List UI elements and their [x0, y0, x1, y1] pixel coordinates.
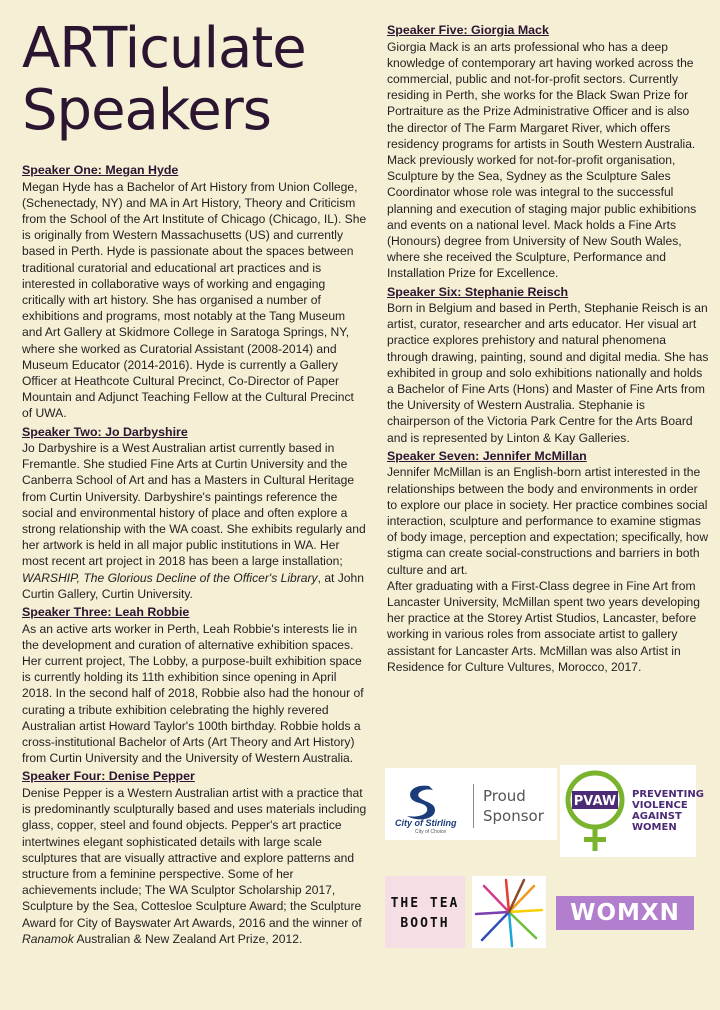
speaker-bio: Born in Belgium and based in Perth, Stephanie Reisch is an artist, curator, researcher and arts educator. Her visual art practice explores prehistory and natural phenomena through drawing, painting, sound and digital media. She has exhibited in group and solo exhibitions nationally and holds a Bachelor of Fine Arts (Hons) and Master of Fine Arts from the University of Western Australia. Stephanie is chairperson of the Victoria Park Centre for the Arts Board and is represented by Linton & Kay Galleries.	[387, 301, 709, 445]
speaker-title: Speaker Three: Leah Robbie	[22, 605, 190, 620]
pvaw-line: PREVENTING	[632, 789, 704, 800]
proud-sponsor-text	[483, 786, 544, 826]
speaker-title: Speaker One: Megan Hyde	[22, 163, 179, 177]
speaker-title: Speaker Six: Stephanie Reisch	[387, 284, 569, 299]
page-title	[22, 18, 306, 142]
right-column	[387, 22, 709, 677]
speaker-bio: Jennifer McMillan is an English-born artist interested in the relationships between the body and environments in order to explore our place in society. Her practice combines social interaction, sculpture and performance to examine stigmas of body image, perception and expectation; specifically, how stigma can create social-constructions and barriers in both culture and art.	[387, 465, 709, 577]
speaker-four	[22, 768, 367, 947]
womxn-logo	[556, 896, 694, 930]
stirling-tagline: City of Choice	[415, 829, 447, 835]
title-line-1: ARTiculate	[22, 16, 306, 81]
the-tea-booth-logo	[385, 876, 465, 948]
pvaw-line: VIOLENCE	[632, 800, 688, 811]
bio-text: Australian & New Zealand Art Prize, 2012.	[73, 931, 303, 946]
speaker-three	[22, 604, 367, 766]
speaker-seven	[387, 448, 709, 675]
speaker-bio	[22, 440, 367, 602]
speaker-title: Speaker Two: Jo Darbyshire	[22, 424, 188, 439]
speaker-five	[387, 22, 709, 282]
speaker-bio: Giorgia Mack is an arts professional who has a deep knowledge of contemporary art having worked across the commercial, public and not-for-profit sectors. Currently residing in Perth, she works for the Black Swan Prize for Portraiture as the Prize Administrative Officer and is also the director of The Farm Margaret River, which offers residency programs for artists in South Western Australia. Mack previously worked for not-for-profit organisation, Sculpture by the Sea, Sydney as the Sculpture Sales Coordinator whose role was integral to the successful planning and execution of staging major public exhibitions and events on a national level. Mack holds a Fine Arts (Honours) degree from University of New South Wales, where she received the Sculpture, Performance and Installation Prize for Excellence.	[387, 39, 697, 281]
title-line-2: Speakers	[22, 78, 271, 143]
pvaw-badge-text: PVAW	[573, 794, 617, 809]
speaker-six	[387, 284, 709, 446]
bio-text: , at John Curtin Gallery, Curtin University.	[22, 570, 364, 601]
bio-italic: Ranamok	[22, 931, 74, 946]
left-column	[22, 162, 367, 949]
speaker-bio-continued: After graduating with a First-Class degree in Fine Art from Lancaster University, McMillan spent two years developing her practice at the Storey Artist Studios, Lancaster, before working in various roles from associate artist to gallery assistant for Lancaster Arts. McMillan was also Artist in Residence for Culture Vultures, Morocco, 2017.	[387, 578, 701, 674]
venus-symbol-icon	[564, 769, 626, 853]
sponsor-label: Sponsor	[483, 807, 544, 825]
womxn-text: WOMXN	[570, 900, 680, 926]
speaker-two	[22, 424, 367, 603]
divider	[473, 784, 474, 828]
proud-label: Proud	[483, 787, 526, 805]
tea-booth-text	[385, 894, 465, 934]
starburst-icon	[472, 876, 546, 948]
pvaw-line: AGAINST	[632, 811, 682, 822]
tea-line: BOOTH	[400, 916, 450, 931]
bio-text: Jo Darbyshire is a West Australian artist currently based in Fremantle. She studied Fine Arts at Curtin University and the Canberra School of Art and has a Masters in Cultural Heritage from Curtin University. Darbyshire's paintings reference the social and environmental history of place and often explore a strong relationship with the WA coast. She exhibits regularly and her artwork is held in all major public institutions in WA. Her most recent art project in 2018 has been a large installation;	[22, 441, 366, 569]
stirling-name: City of Stirling	[395, 818, 457, 828]
speaker-bio: Megan Hyde has a Bachelor of Art History from Union College, (Schenectady, NY) and MA in Art History, Theory and Criticism from the School of the Art Institute of Chicago (Chicago, IL). She is originally from Western Massachusetts (US) and currently based in Perth. Hyde is passionate about the spaces between traditional curatorial and educational art practices and is interested in collaborative ways of working and engaging critically with art history. She has organised a number of exhibitions and programs, most notably at the Tang Museum and Art Gallery at Skidmore College in Saratoga Springs, NY, where she worked as Curatorial Assistant (2008-2014) and Museum Educator (2014-2016). Hyde is currently a Gallery Officer at Heathcote Cultural Precinct, Co-Director of Paper Mountain and Adjunct Teaching Fellow at the Cultural Precinct of UWA.	[22, 179, 367, 421]
bio-text: Denise Pepper is a Western Australian artist with a practice that is predominantly sculpturally based and uses materials including glass, copper, steel and found objects. Pepper's art practice intertwines elegant sophisticated details with large scale sculptures that are visually attractive and explore patterns and structure from a feminine perspective. Some of her achievements include; The WA Sculptor Scholarship 2017, Sculpture by the Sea, Cottesloe Sculpture Award; the Sculpture Award for City of Bayswater Art Awards, 2016 and the winner of	[22, 785, 367, 930]
speaker-bio: As an active arts worker in Perth, Leah Robbie's interests lie in the development and curation of alternative exhibition spaces. Her current project, The Lobby, a purpose-built exhibition space is currently holding its 11th exhibition since opening in April 2018. In the second half of 2018, Robbie also had the honour of curating a tribute exhibition celebrating the highly revered Australian artist Howard Taylor's 100th birthday. Robbie holds a cross-institutional Bachelor of Arts (Art Theory and Art History) from Curtin University and the University of Western Australia.	[22, 621, 364, 766]
pvaw-logo	[560, 765, 704, 857]
stirling-swan-icon	[399, 782, 443, 822]
starburst-logo	[472, 876, 546, 948]
speaker-title: Speaker Seven: Jennifer McMillan	[387, 448, 587, 463]
city-of-stirling-logo	[385, 768, 557, 840]
speaker-one	[22, 162, 367, 422]
pvaw-text	[632, 789, 704, 833]
speaker-title: Speaker Four: Denise Pepper	[22, 769, 195, 784]
speaker-bio	[22, 785, 367, 947]
pvaw-line: WOMEN	[632, 822, 677, 833]
bio-italic: WARSHIP, The Glorious Decline of the Officer's Library	[22, 570, 318, 585]
tea-line: THE TEA	[390, 896, 460, 911]
speaker-title: Speaker Five: Giorgia Mack	[387, 23, 549, 37]
